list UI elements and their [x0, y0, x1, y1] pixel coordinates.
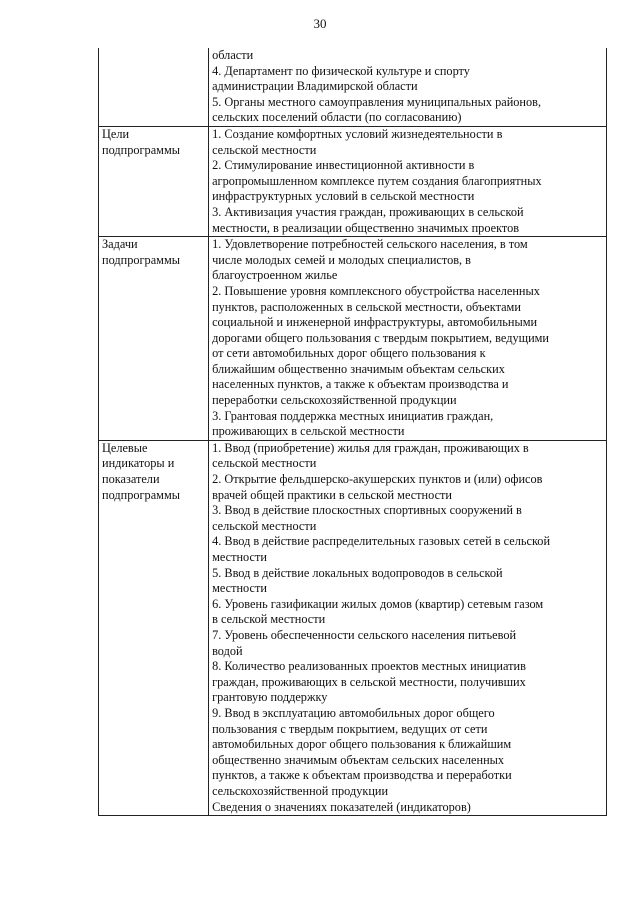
row-label-line: подпрограммы	[102, 252, 180, 267]
row-label-cell	[99, 237, 209, 441]
row-value-line: 2. Стимулирование инвестиционной активности в	[212, 158, 475, 173]
row-value-line: 4. Департамент по физической культуре и спорту	[212, 63, 470, 78]
row-label-line: показатели	[102, 472, 160, 487]
row-value-line: 1. Удовлетворение потребностей сельского населения, в том	[212, 237, 528, 252]
row-value-line: ближайшим общественно значимым объектам сельских	[212, 361, 505, 376]
row-value-line: Сведения о значениях показателей (индикаторов)	[212, 799, 471, 814]
row-value-line: общественно значимым объектам сельских населенных	[212, 752, 505, 767]
row-value-line: 3. Грантовая поддержка местных инициатив граждан,	[212, 408, 494, 423]
row-value-line: населенных пунктов, а также к объектам производства и	[212, 377, 509, 392]
row-value-line: сельской местности	[212, 518, 317, 533]
row-value-cell	[209, 237, 607, 441]
row-value-line: проживающих в сельской местности	[212, 424, 405, 439]
row-label-line: индикаторы и	[102, 456, 175, 471]
row-value-line: дорогами общего пользования с твердым покрытием, ведущими	[212, 330, 550, 345]
row-value-line: агропромышленном комплексе путем создания благоприятных	[212, 173, 542, 188]
row-value-line: числе молодых семей и молодых специалистов, в	[212, 252, 471, 267]
row-value-line: переработки сельскохозяйственной продукции	[212, 393, 457, 408]
row-value-line: граждан, проживающих в сельской местности, получивших	[212, 674, 526, 689]
row-label-line: Целевые	[102, 440, 148, 455]
row-value-cell	[209, 126, 607, 236]
row-value-line: 5. Ввод в действие локальных водопроводов в сельской	[212, 565, 503, 580]
row-value-line: пунктов, расположенных в сельской местности, объектами	[212, 299, 521, 314]
row-value-line: социальной и инженерной инфраструктуры, автомобильными	[212, 315, 538, 330]
row-value-line: сельскохозяйственной продукции	[212, 783, 389, 798]
row-value-line: 7. Уровень обеспеченности сельского населения питьевой	[212, 627, 517, 642]
row-value-line: области	[212, 48, 254, 62]
row-label-line: Задачи	[102, 237, 138, 252]
row-label-line: подпрограммы	[102, 487, 180, 502]
row-label-cell	[99, 48, 209, 126]
row-value-line: 3. Ввод в действие плоскостных спортивных сооружений в	[212, 503, 522, 518]
row-value-line: автомобильных дорог общего пользования к ближайшим	[212, 737, 512, 752]
row-value-line: 4. Ввод в действие распределительных газовых сетей в сельской	[212, 534, 551, 549]
row-label-cell	[99, 126, 209, 236]
row-goals	[99, 126, 607, 236]
row-value-line: благоустроенном жилье	[212, 268, 338, 283]
row-responsible-continued	[99, 48, 607, 126]
row-value-line: 1. Создание комфортных условий жизнедеятельности в	[212, 126, 503, 141]
row-value-cell	[209, 48, 607, 126]
row-indicators	[99, 440, 607, 815]
row-value-line: водой	[212, 643, 243, 658]
row-tasks	[99, 237, 607, 441]
row-value-line: местности, в реализации общественно значимых проектов	[212, 220, 520, 235]
row-value-line: сельской местности	[212, 456, 317, 471]
table-body	[99, 48, 607, 816]
row-value-line: сельских поселений области (по согласованию)	[212, 110, 462, 125]
row-value-cell	[209, 440, 607, 815]
row-label-line: подпрограммы	[102, 142, 180, 157]
row-value-line: пунктов, а также к объектам производства и переработки	[212, 768, 512, 783]
row-value-line: 3. Активизация участия граждан, проживающих в сельской	[212, 204, 524, 219]
row-value-line: 2. Открытие фельдшерско-акушерских пунктов и (или) офисов	[212, 472, 543, 487]
subprogram-passport-table	[98, 48, 607, 816]
row-value-line: администрации Владимирской области	[212, 79, 418, 94]
row-value-line: пользования с твердым покрытием, ведущих от сети	[212, 721, 488, 736]
row-value-line: 8. Количество реализованных проектов местных инициатив	[212, 659, 526, 674]
page-number: 30	[313, 16, 327, 31]
row-value-line: 5. Органы местного самоуправления муниципальных районов,	[212, 94, 542, 109]
row-value-line: грантовую поддержку	[212, 690, 328, 705]
row-label-line: Цели	[102, 126, 130, 141]
row-label-cell	[99, 440, 209, 815]
row-value-line: 1. Ввод (приобретение) жилья для граждан, проживающих в	[212, 440, 529, 455]
row-value-line: в сельской местности	[212, 612, 326, 627]
row-value-line: врачей общей практики в сельской местности	[212, 487, 452, 502]
row-value-line: 2. Повышение уровня комплексного обустройства населенных	[212, 283, 540, 298]
row-value-line: сельской местности	[212, 142, 317, 157]
row-value-line: 9. Ввод в эксплуатацию автомобильных дорог общего	[212, 705, 495, 720]
row-value-line: местности	[212, 581, 267, 596]
row-value-line: от сети автомобильных дорог общего пользования к	[212, 346, 486, 361]
row-value-line: местности	[212, 550, 267, 564]
row-value-line: инфраструктурных условий в сельской местности	[212, 189, 475, 204]
row-value-line: 6. Уровень газификации жилых домов (квартир) сетевым газом	[212, 596, 544, 611]
